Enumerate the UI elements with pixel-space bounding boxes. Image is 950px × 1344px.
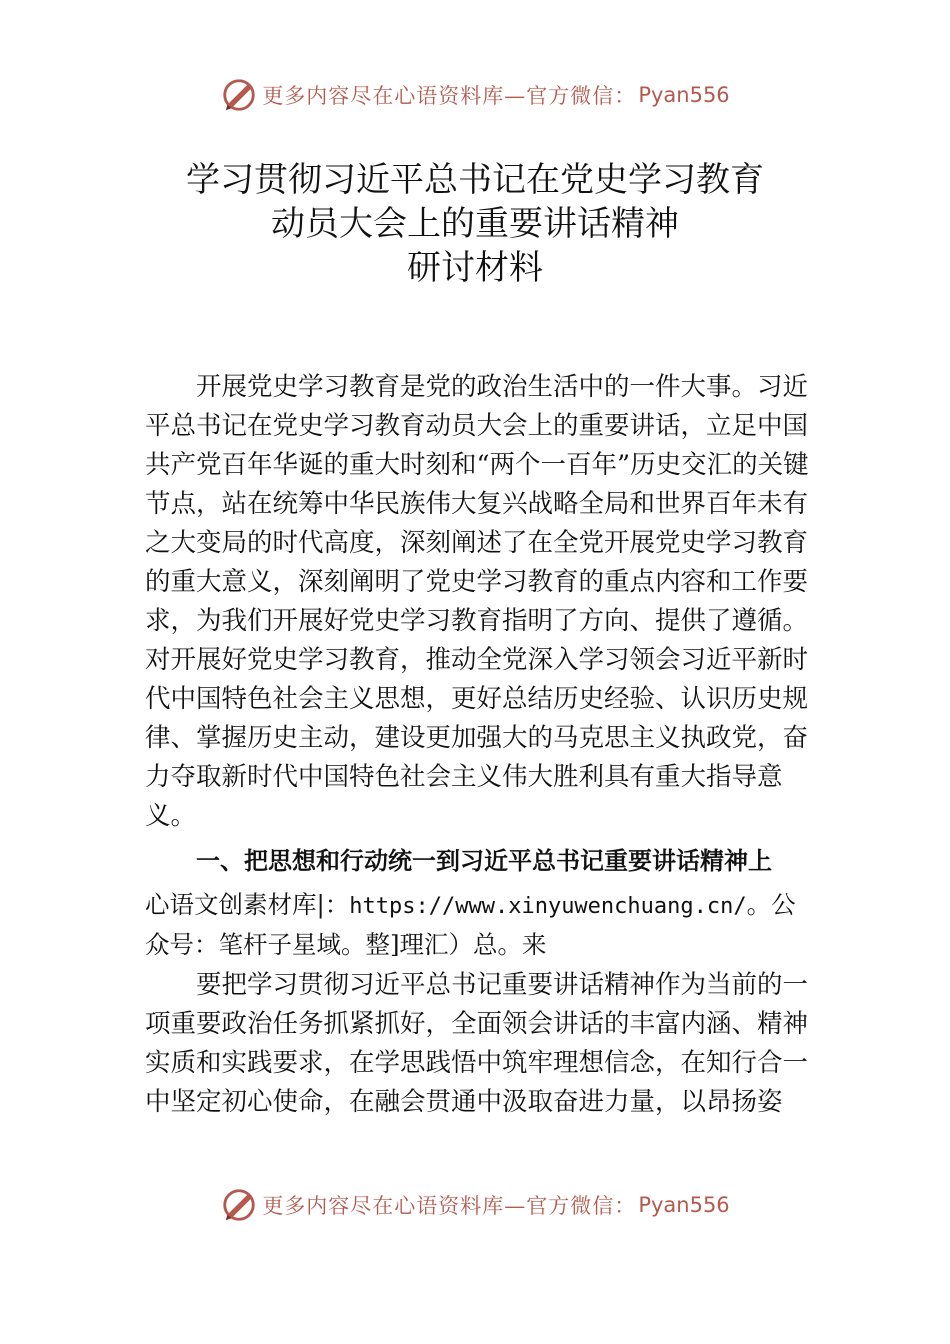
title-line-3: 研讨材料 [407,248,543,288]
footer-banner [0,1186,950,1224]
banner-text: 更多内容尽在心语资料库—官方微信： [262,84,637,108]
document-body [145,368,810,1122]
pen-logo-icon [220,76,258,114]
source-suffix: 。公众号：笔杆子星域。整]理汇）总。来 [145,890,796,959]
source-url: https://www.xinyuwenchuang.cn/ [349,894,747,919]
paragraph-2: 要把学习贯彻习近平总书记重要讲话精神作为当前的一项重要政治任务抓紧抓好，全面领会讲话的丰富内涵、精神实质和实践要求，在学思践悟中筑牢理想信念，在知行合一中坚定初心使命，在融会贯通中汲取奋进力量，以昂扬姿 [145,970,809,1117]
title-line-2: 动员大会上的重要讲话精神 [271,204,679,244]
document-title [0,158,950,290]
source-note [145,886,810,964]
header-banner [0,76,950,114]
title-line-1: 学习贯彻习近平总书记在党史学习教育 [186,160,764,200]
pen-logo-icon [220,1186,258,1224]
banner-wechat-id: Pyan556 [638,83,730,107]
paragraph-1: 开展党史学习教育是党的政治生活中的一件大事。习近平总书记在党史学习教育动员大会上的重要讲话，立足中国共产党百年华诞的重大时刻和“两个一百年”历史交汇的关键节点，站在统筹中华民族伟大复兴战略全局和世界百年未有之大变局的时代高度，深刻阐述了在全党开展党史学习教育的重大意义，深刻阐明了党史学习教育的重点内容和工作要求，为我们开展好党史学习教育指明了方向、提供了遵循。对开展好党史学习教育，推动全党深入学习领会习近平新时代中国特色社会主义思想，更好总结历史经验、认识历史规律、掌握历史主动，建设更加强大的马克思主义执政党，奋力夺取新时代中国特色社会主义伟大胜利具有重大指导意义。 [145,372,809,831]
banner-text: 更多内容尽在心语资料库—官方微信： [262,1194,637,1218]
banner-wechat-id: Pyan556 [638,1193,730,1217]
source-prefix: 心语文创素材库|： [145,890,350,919]
section-heading-1: 一、把思想和行动统一到习近平总书记重要讲话精神上 [196,847,772,875]
